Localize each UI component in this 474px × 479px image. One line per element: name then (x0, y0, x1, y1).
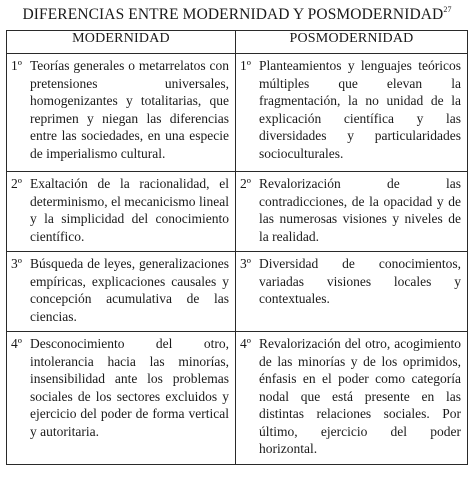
table-row (7, 54, 468, 172)
modernidad-cell (7, 332, 236, 465)
footnote-marker: 27 (443, 5, 452, 14)
item-number: 3º (240, 256, 251, 271)
table-row (7, 332, 468, 465)
table-title (0, 6, 474, 24)
modernidad-cell (7, 172, 236, 252)
column-header-posmodernidad: POSMODERNIDAD (236, 31, 468, 54)
item-text: Exaltación de la racionalidad, el determinismo, el mecanicismo lineal y la simplicidad del conocimiento científico. (30, 176, 229, 244)
column-header-modernidad: MODERNIDAD (7, 31, 236, 54)
table-row (7, 252, 468, 332)
item-number: 3º (11, 256, 22, 271)
comparison-table (6, 30, 468, 465)
modernidad-cell (7, 54, 236, 172)
item-number: 1º (11, 58, 22, 73)
posmodernidad-cell (236, 332, 468, 465)
item-text: Revalorización del otro, acogimiento de las minorías y de los oprimidos, énfasis en el poder como categoría nodal que está presente en las distintas relaciones sociales. Por último, ejercicio del poder horizontal. (259, 336, 461, 456)
item-text: Desconocimiento del otro, intolerancia hacia las minorías, insensibilidad ante los problemas sociales de los sectores excluidos y ejercicio del poder de forma vertical y autoritaria. (30, 336, 229, 439)
title-text: DIFERENCIAS ENTRE MODERNIDAD Y POSMODERNIDAD (22, 6, 444, 24)
item-number: 4º (11, 336, 22, 351)
posmodernidad-cell (236, 172, 468, 252)
item-number: 1º (240, 58, 251, 73)
table-row (7, 172, 468, 252)
posmodernidad-cell (236, 54, 468, 172)
item-text: Planteamientos y lenguajes teóricos múltiples que elevan la fragmentación, la no unidad de la explicación científica y las diversidades y particularidades socioculturales. (259, 58, 461, 161)
item-number: 2º (240, 176, 251, 191)
item-text: Diversidad de conocimientos, variadas visiones locales y contextuales. (259, 256, 461, 306)
item-text: Búsqueda de leyes, generalizaciones empíricas, explicaciones causales y concepción acumulativa de las ciencias. (30, 256, 229, 324)
item-text: Revalorización de las contradicciones, de la opacidad y de las numerosas visiones y niveles de la realidad. (259, 176, 461, 244)
item-text: Teorías generales o metarrelatos con pretensiones universales, homogenizantes y totalitarias, que reprimen y niegan las diferencias entre las sociedades, en una especie de imperialismo cultural. (30, 58, 229, 161)
posmodernidad-cell (236, 252, 468, 332)
modernidad-cell (7, 252, 236, 332)
header-row (7, 31, 468, 54)
item-number: 2º (11, 176, 22, 191)
item-number: 4º (240, 336, 251, 351)
